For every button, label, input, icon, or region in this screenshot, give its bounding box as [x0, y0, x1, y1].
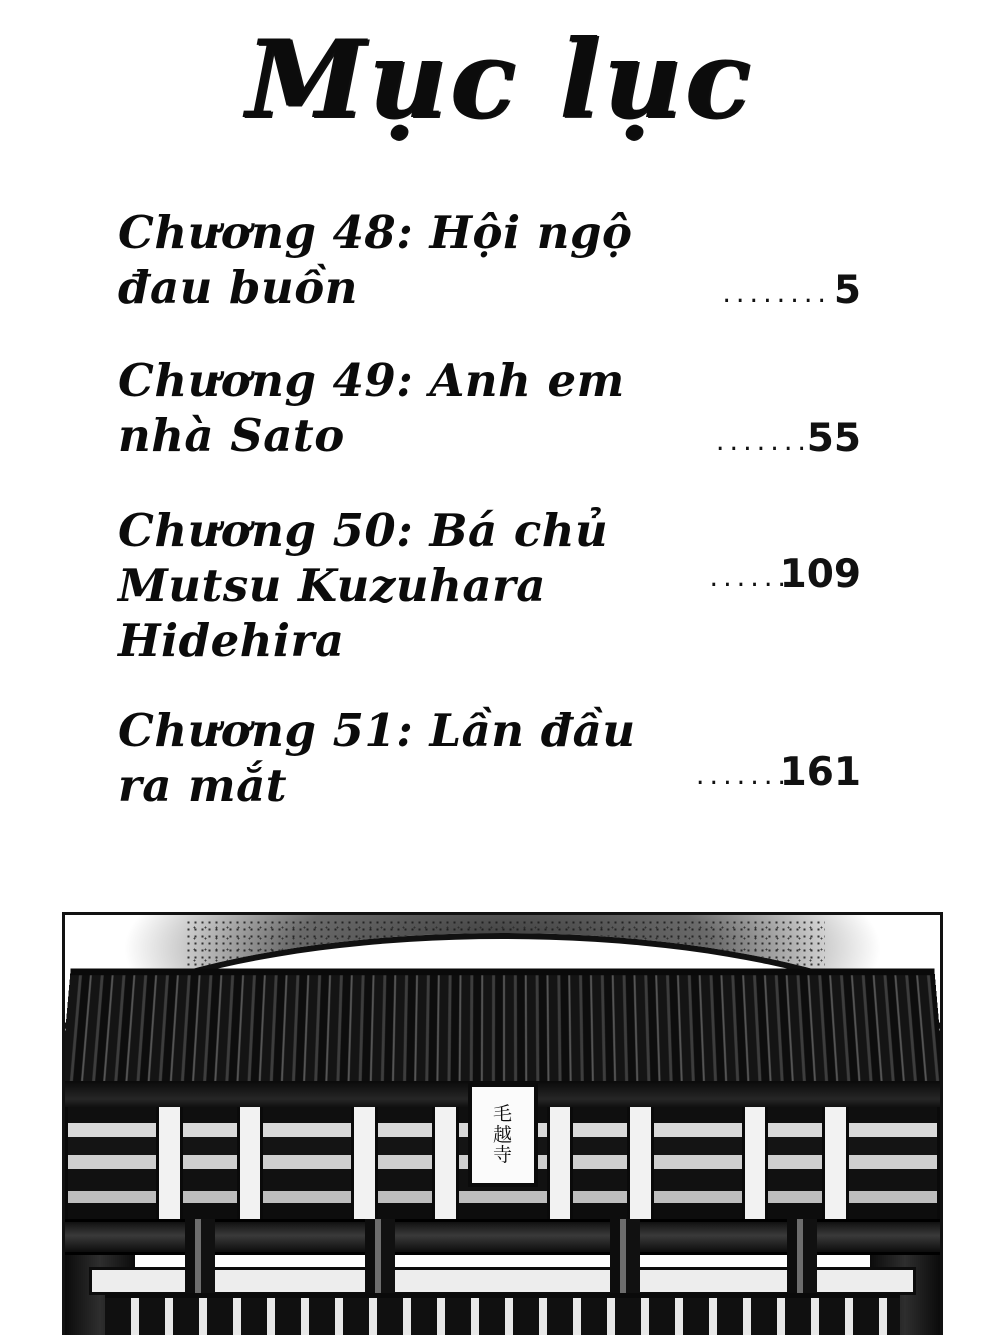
lower-deck — [105, 1293, 900, 1335]
toc-entry-label: Chương 51: Lần đầu ra mắt — [118, 704, 636, 812]
toc-entry-page: 109 — [779, 552, 861, 597]
bracket — [65, 1107, 159, 1219]
toc-entry-leader: ....... — [695, 760, 791, 791]
toc-entry-label: Chương 50: Bá chủ Mutsu Kuzuhara Hidehira — [118, 504, 609, 667]
bracket — [846, 1107, 940, 1219]
toc-entry-label: Chương 48: Hội ngộ đau buồn — [118, 206, 633, 314]
bracket — [375, 1107, 435, 1219]
page-title: Mục lục — [245, 17, 754, 143]
toc-entry-leader: ...... — [709, 562, 791, 593]
table-of-contents — [0, 206, 999, 886]
bracket — [180, 1107, 240, 1219]
toc-entry-page: 55 — [806, 416, 861, 461]
bracket — [765, 1107, 825, 1219]
bracket — [570, 1107, 630, 1219]
toc-entry-leader: ........ — [722, 278, 831, 309]
toc-entry-page: 161 — [779, 750, 861, 795]
plaque-char-3: 寺 — [492, 1144, 512, 1167]
toc-entry-page: 5 — [833, 268, 861, 313]
toc-entry-label: Chương 49: Anh em nhà Sato — [118, 354, 625, 462]
bracket — [651, 1107, 745, 1219]
plaque-char-1: 毛 — [492, 1103, 512, 1126]
toc-entry-leader: ....... — [715, 426, 811, 457]
temple-name-plaque — [468, 1083, 538, 1187]
plaque-char-2: 越 — [492, 1123, 512, 1146]
bracket — [260, 1107, 354, 1219]
temple-gate-illustration — [62, 912, 943, 1335]
